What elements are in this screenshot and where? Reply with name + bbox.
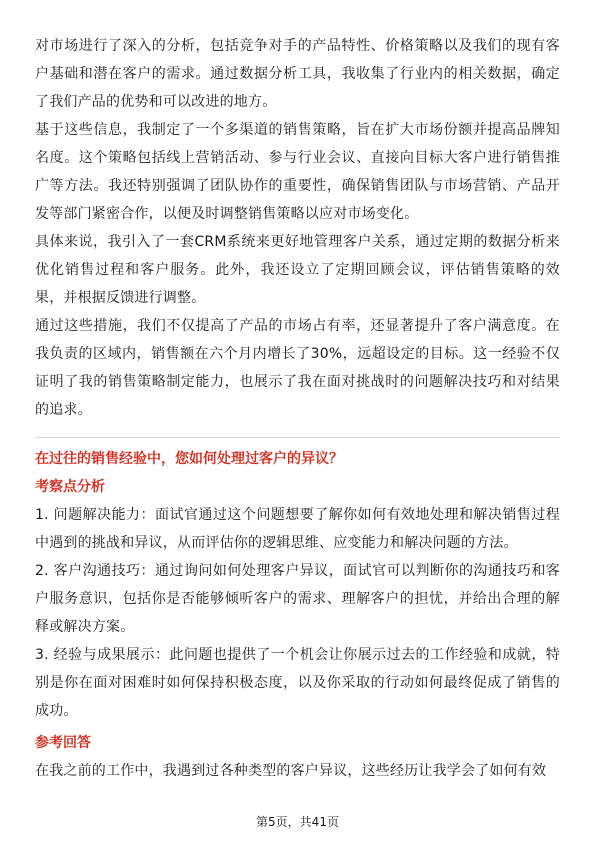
analysis-item-1: 1. 问题解决能力：面试官通过这个问题想要了解你如何有效地处理和解决销售过程中遇到的挑战和异议，从而评估你的逻辑思维、应变能力和解决问题的方法。: [35, 507, 560, 551]
intro-paragraph-1: 对市场进行了深入的分析，包括竞争对手的产品特性、价格策略以及我们的现有客户基础和潜在客户的需求。通过数据分析工具，我收集了行业内的相关数据，确定了我们产品的优势和可以改进的地方。: [35, 38, 560, 110]
analysis-item-3: 3. 经验与成果展示：此问题也提供了一个机会让你展示过去的工作经验和成就，特别是你在面对困难时如何保持积极态度，以及你采取的行动如何最终促成了销售的成功。: [35, 647, 560, 719]
intro-paragraph-4: 通过这些措施，我们不仅提高了产品的市场占有率，还显著提升了客户满意度。在我负责的区域内，销售额在六个月内增长了30%，远超设定的目标。这一经验不仅证明了我的销售策略制定能力，也展示了我在面对挑战时的问题解决技巧和对结果的追求。: [35, 318, 560, 418]
section-divider: [35, 437, 560, 438]
page-footer: 第5页，共41页: [256, 815, 339, 829]
intro-paragraph-3: 具体来说，我引入了一套CRM系统来更好地管理客户关系，通过定期的数据分析来优化销售过程和客户服务。此外，我还设立了定期回顾会议，评估销售策略的效果，并根据反馈进行调整。: [35, 234, 560, 306]
intro-paragraph-2: 基于这些信息，我制定了一个多渠道的销售策略，旨在扩大市场份额并提高品牌知名度。这个策略包括线上营销活动、参与行业会议、直接向目标大客户进行销售推广等方法。我还特别强调了团队协作的重要性，确保销售团队与市场营销、产品开发等部门紧密合作，以便及时调整销售策略以应对市场变化。: [35, 122, 560, 222]
question-heading: 在过往的销售经验中，您如何处理过客户的异议？: [35, 451, 343, 467]
answer-text: 在我之前的工作中，我遇到过各种类型的客户异议，这些经历让我学会了如何有效: [35, 763, 547, 779]
analysis-title: 考察点分析: [35, 479, 105, 495]
analysis-item-2: 2. 客户沟通技巧：通过询问如何处理客户异议，面试官可以判断你的沟通技巧和客户服务意识，包括你是否能够倾听客户的需求、理解客户的担忧，并给出合理的解释或解决方案。: [35, 563, 560, 635]
document-page: [35, 32, 560, 785]
answer-title: 参考回答: [35, 735, 91, 751]
